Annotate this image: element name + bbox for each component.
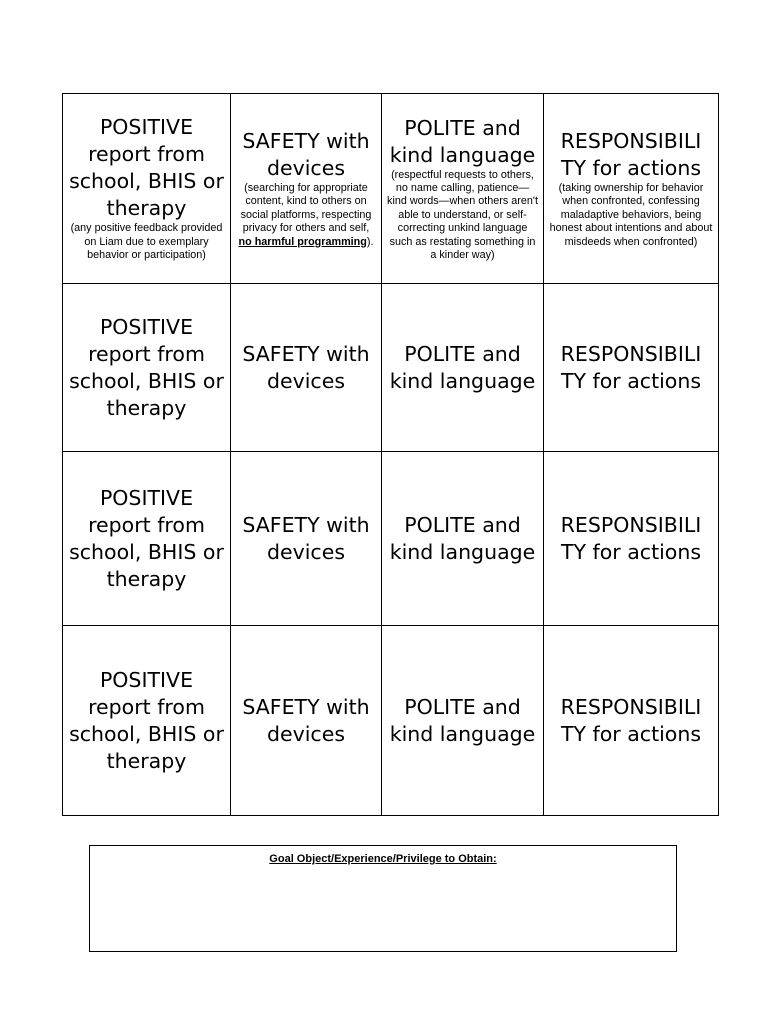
polite-cell	[382, 452, 544, 626]
polite-description: (respectful requests to others, no name calling, patience—kind words—when others aren't able to understand, or self-correcting unkind language such as restating something in a kinder way)	[387, 168, 538, 262]
positive-title: POSITIVE report from school, BHIS or therapy	[69, 115, 224, 221]
responsibility-cell	[544, 626, 719, 816]
responsibility-cell	[544, 452, 719, 626]
positive-title: POSITIVE report from school, BHIS or therapy	[69, 485, 224, 591]
behavior-chart-grid	[62, 93, 719, 816]
positive-description: (any positive feedback provided on Liam due to exemplary behavior or participation)	[70, 222, 223, 262]
safety-title: SAFETY with devices	[242, 694, 370, 746]
polite-title: POLITE and kind language	[389, 512, 536, 564]
safety-cell	[231, 284, 382, 452]
responsibility-cell	[544, 94, 719, 284]
responsibility-cell	[544, 284, 719, 452]
goal-box	[89, 845, 677, 952]
positive-cell	[63, 94, 231, 284]
positive-title: POSITIVE report from school, BHIS or therapy	[69, 667, 224, 773]
polite-title: POLITE and kind language	[389, 115, 536, 167]
goal-label: Goal Object/Experience/Privilege to Obtain:	[269, 853, 497, 865]
safety-description-suffix: ).	[366, 235, 374, 248]
positive-cell	[63, 452, 231, 626]
safety-title: SAFETY with devices	[242, 128, 370, 180]
responsibility-title: RESPONSIBILI TY for actions	[560, 512, 702, 564]
safety-title: SAFETY with devices	[242, 341, 370, 393]
safety-cell	[231, 452, 382, 626]
polite-cell	[382, 626, 544, 816]
chart-row	[63, 284, 719, 452]
safety-cell	[231, 94, 382, 284]
polite-title: POLITE and kind language	[389, 694, 536, 746]
responsibility-title: RESPONSIBILI TY for actions	[560, 341, 702, 393]
positive-title: POSITIVE report from school, BHIS or therapy	[69, 314, 224, 420]
safety-description-emphasis: no harmful programming	[238, 235, 367, 248]
safety-description	[235, 182, 377, 249]
positive-cell	[63, 284, 231, 452]
responsibility-description: (taking ownership for behavior when confronted, confessing maladaptive behaviors, being honest about intentions and about misdeeds when confronted)	[549, 181, 713, 248]
chart-row	[63, 452, 719, 626]
polite-cell	[382, 284, 544, 452]
responsibility-title: RESPONSIBILI TY for actions	[560, 694, 702, 746]
polite-cell	[382, 94, 544, 284]
positive-cell	[63, 626, 231, 816]
chart-row	[63, 94, 719, 284]
safety-title: SAFETY with devices	[242, 512, 370, 564]
safety-cell	[231, 626, 382, 816]
responsibility-title: RESPONSIBILI TY for actions	[560, 128, 702, 180]
chart-row	[63, 626, 719, 816]
polite-title: POLITE and kind language	[389, 341, 536, 393]
safety-description-prefix: (searching for appropriate content, kind to others on social platforms, respecting privacy for others and self,	[240, 181, 372, 235]
